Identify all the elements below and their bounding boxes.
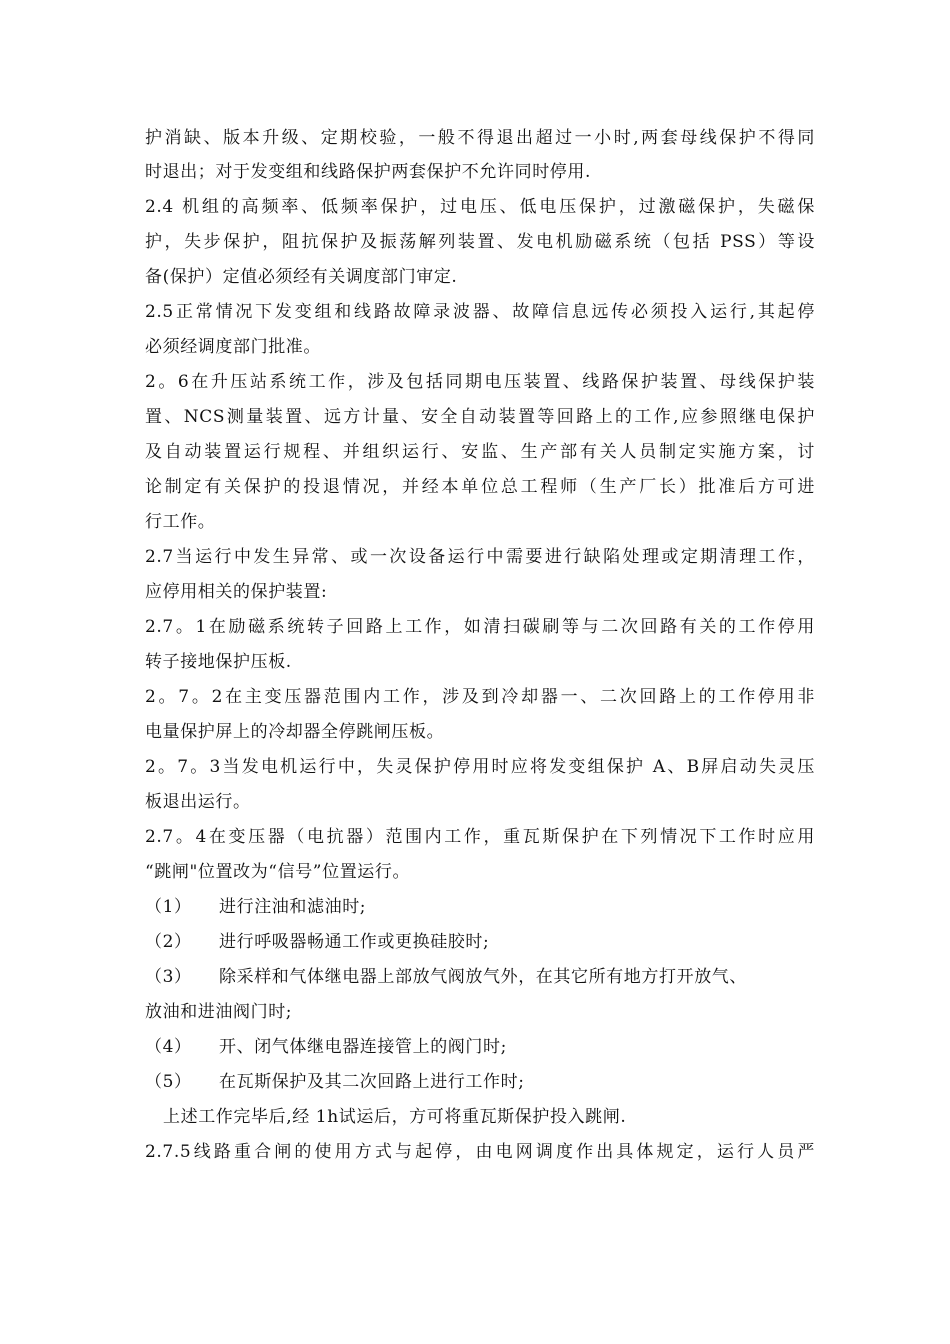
- text-line: 2。7。3当发电机运行中，失灵保护停用时应将发变组保护 A、B屏启动失灵压: [145, 757, 815, 777]
- list-item: [145, 1067, 815, 1097]
- list-item: [145, 962, 815, 992]
- text-line: 2。7。2在主变压器范围内工作，涉及到冷却器一、二次回路上的工作停用非: [145, 687, 815, 707]
- text-line: 时退出；对于发变组和线路保护两套保护不允许同时停用.: [145, 162, 592, 182]
- text-line: 应停用相关的保护装置:: [145, 582, 328, 602]
- list-item-number: （5）: [145, 1072, 192, 1092]
- list-item: [145, 927, 815, 957]
- list-item-text: 在瓦斯保护及其二次回路上进行工作时;: [219, 1072, 525, 1092]
- text-line: 板退出运行。: [145, 792, 251, 812]
- list-item-number: （2）: [145, 932, 192, 952]
- list-item-text: 进行呼吸器畅通工作或更换硅胶时;: [219, 932, 490, 952]
- text-line: 2.5正常情况下发变组和线路故障录波器、故障信息远传必须投入运行,其起停: [145, 302, 815, 322]
- text-line: 置、NCS测量装置、远方计量、安全自动装置等回路上的工作,应参照继电保护: [145, 407, 815, 427]
- text-line: 论制定有关保护的投退情况，并经本单位总工程师（生产厂长）批准后方可进: [145, 477, 815, 497]
- list-item-text: 开、闭气体继电器连接管上的阀门时;: [219, 1037, 507, 1057]
- text-line: 2.7。4在变压器（电抗器）范围内工作，重瓦斯保护在下列情况下工作时应用: [145, 827, 815, 847]
- text-line: 2.7.5线路重合闸的使用方式与起停，由电网调度作出具体规定，运行人员严: [145, 1142, 815, 1162]
- text-line: 行工作。: [145, 512, 216, 532]
- text-line: 电量保护屏上的冷却器全停跳闸压板。: [145, 722, 445, 742]
- text-line: 转子接地保护压板.: [145, 652, 292, 672]
- list-item-text: 除采样和气体继电器上部放气阀放气外，在其它所有地方打开放气、: [219, 967, 747, 987]
- text-line: 护消缺、版本升级、定期校验，一般不得退出超过一小时,两套母线保护不得同: [145, 128, 815, 148]
- text-line: 2.7当运行中发生异常、或一次设备运行中需要进行缺陷处理或定期清理工作，: [145, 547, 815, 567]
- list-item-number: （3）: [145, 967, 192, 987]
- text-line: 2。6在升压站系统工作，涉及包括同期电压装置、线路保护装置、母线保护装: [145, 372, 815, 392]
- text-line: 必须经调度部门批准。: [145, 337, 321, 357]
- text-line: 2.7。1在励磁系统转子回路上工作，如清扫碳刷等与二次回路有关的工作停用: [145, 617, 815, 637]
- list-item: [145, 892, 815, 922]
- text-line: 护，失步保护，阻抗保护及振荡解列装置、发电机励磁系统（包括 PSS）等设: [145, 232, 815, 252]
- list-item-number: （1）: [145, 897, 192, 917]
- text-line: “跳闸"位置改为“信号”位置运行。: [145, 862, 411, 882]
- text-line: 上述工作完毕后,经 1h试运后，方可将重瓦斯保护投入跳闸.: [163, 1107, 627, 1127]
- list-item-text: 进行注油和滤油时;: [219, 897, 367, 917]
- text-line: 2.4 机组的高频率、低频率保护，过电压、低电压保护，过激磁保护，失磁保: [145, 197, 815, 217]
- text-line: 放油和进油阀门时;: [145, 1002, 293, 1022]
- text-line: 及自动装置运行规程、并组织运行、安监、生产部有关人员制定实施方案，讨: [145, 442, 815, 462]
- text-line: 备(保护）定值必须经有关调度部门审定.: [145, 267, 458, 287]
- list-item-number: （4）: [145, 1037, 192, 1057]
- list-item: [145, 1032, 815, 1062]
